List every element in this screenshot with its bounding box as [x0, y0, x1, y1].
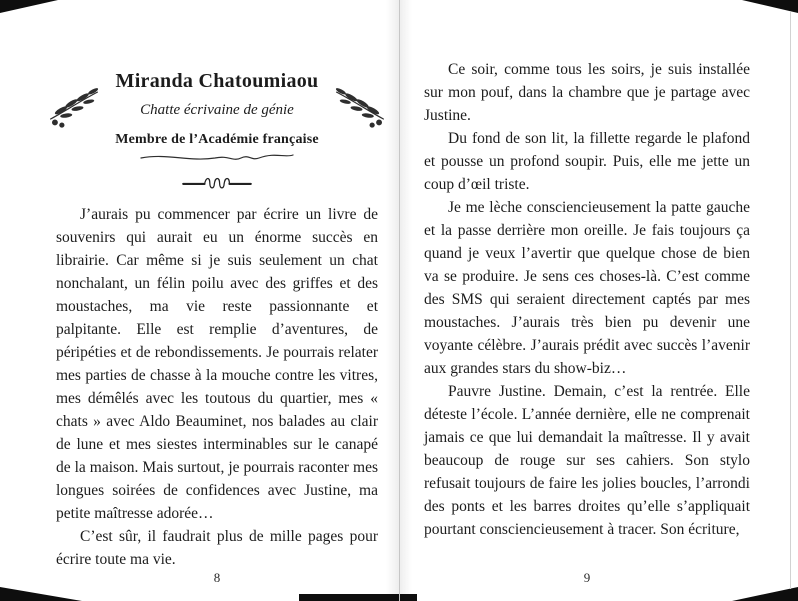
paragraph: C’est sûr, il faudrait plus de mille pages pour écrire toute ma vie. — [56, 528, 378, 568]
right-page-edge — [790, 12, 791, 589]
scan-edge-top-left — [0, 0, 58, 13]
page-number-right: 9 — [583, 570, 591, 585]
section-divider-icon — [56, 175, 378, 191]
flourish-icon — [56, 150, 378, 164]
chapter-subtitle: Chatte écrivaine de génie — [140, 102, 294, 118]
page-left — [56, 0, 378, 601]
paragraph: J’aurais pu commencer par écrire un livre de souvenirs qui aurait eu un énorme succès en librairie. Car même si je suis seulement un chat nonchalant, un félin poilu avec des griffes et des moustaches, ma vie reste passionnante et palpitante. Elle est remplie d’aventures, de péripéties et de rebondissements. Je pourrais relater mes parties de chasse à la mouche contre les vitres, mes démêlés avec les toutous du quartier, mes « chats » avec Aldo Beauminet, nos balades au clair de lune et mes siestes interminables sur le canapé de la maison. Mais surtout, je pourrais raconter mes longues soirées de confidences avec Justine, ma petite maîtresse adorée… — [56, 206, 378, 522]
paragraph: Ce soir, comme tous les soirs, je suis installée sur mon pouf, dans la chambre que je partage avec Justine. — [424, 61, 750, 124]
page-right — [424, 0, 750, 601]
right-page-body — [424, 0, 750, 541]
page-gutter — [399, 0, 400, 601]
paragraph: Du fond de son lit, la fillette regarde le plafond et pousse un profond soupir. Puis, elle me jette un coup d’œil triste. — [424, 130, 750, 193]
page-number-left: 8 — [213, 570, 221, 585]
left-page-body — [56, 203, 378, 571]
chapter-affiliation: Membre de l’Académie française — [115, 132, 319, 147]
chapter-title: Miranda Chatoumiaou — [115, 70, 319, 92]
paragraph: Pauvre Justine. Demain, c’est la rentrée. Elle déteste l’école. L’année dernière, elle ne comprenait jamais ce que lui demandait la maîtresse. Il y avait beaucoup de rouge sur ses cahiers. Son stylo refusait toujours de faire les jolies boucles, l’arrondi des ponts et les barres droites qu’elle s’appliquait pourtant consciencieusement à tracer. Son écriture, — [424, 383, 750, 538]
chapter-header — [56, 0, 378, 191]
paragraph: Je me lèche consciencieusement la patte gauche et la passe derrière mon oreille. Je fais toujours ça quand je veux l’avertir que quelque chose de bien va se produire. Je sens ces choses-là. C’est comme des SMS qui seraient directement captés par mes moustaches. J’aurais très bien pu devenir une voyante célèbre. J’aurais prédit avec succès l’avenir aux grandes stars du show-biz… — [424, 199, 750, 377]
